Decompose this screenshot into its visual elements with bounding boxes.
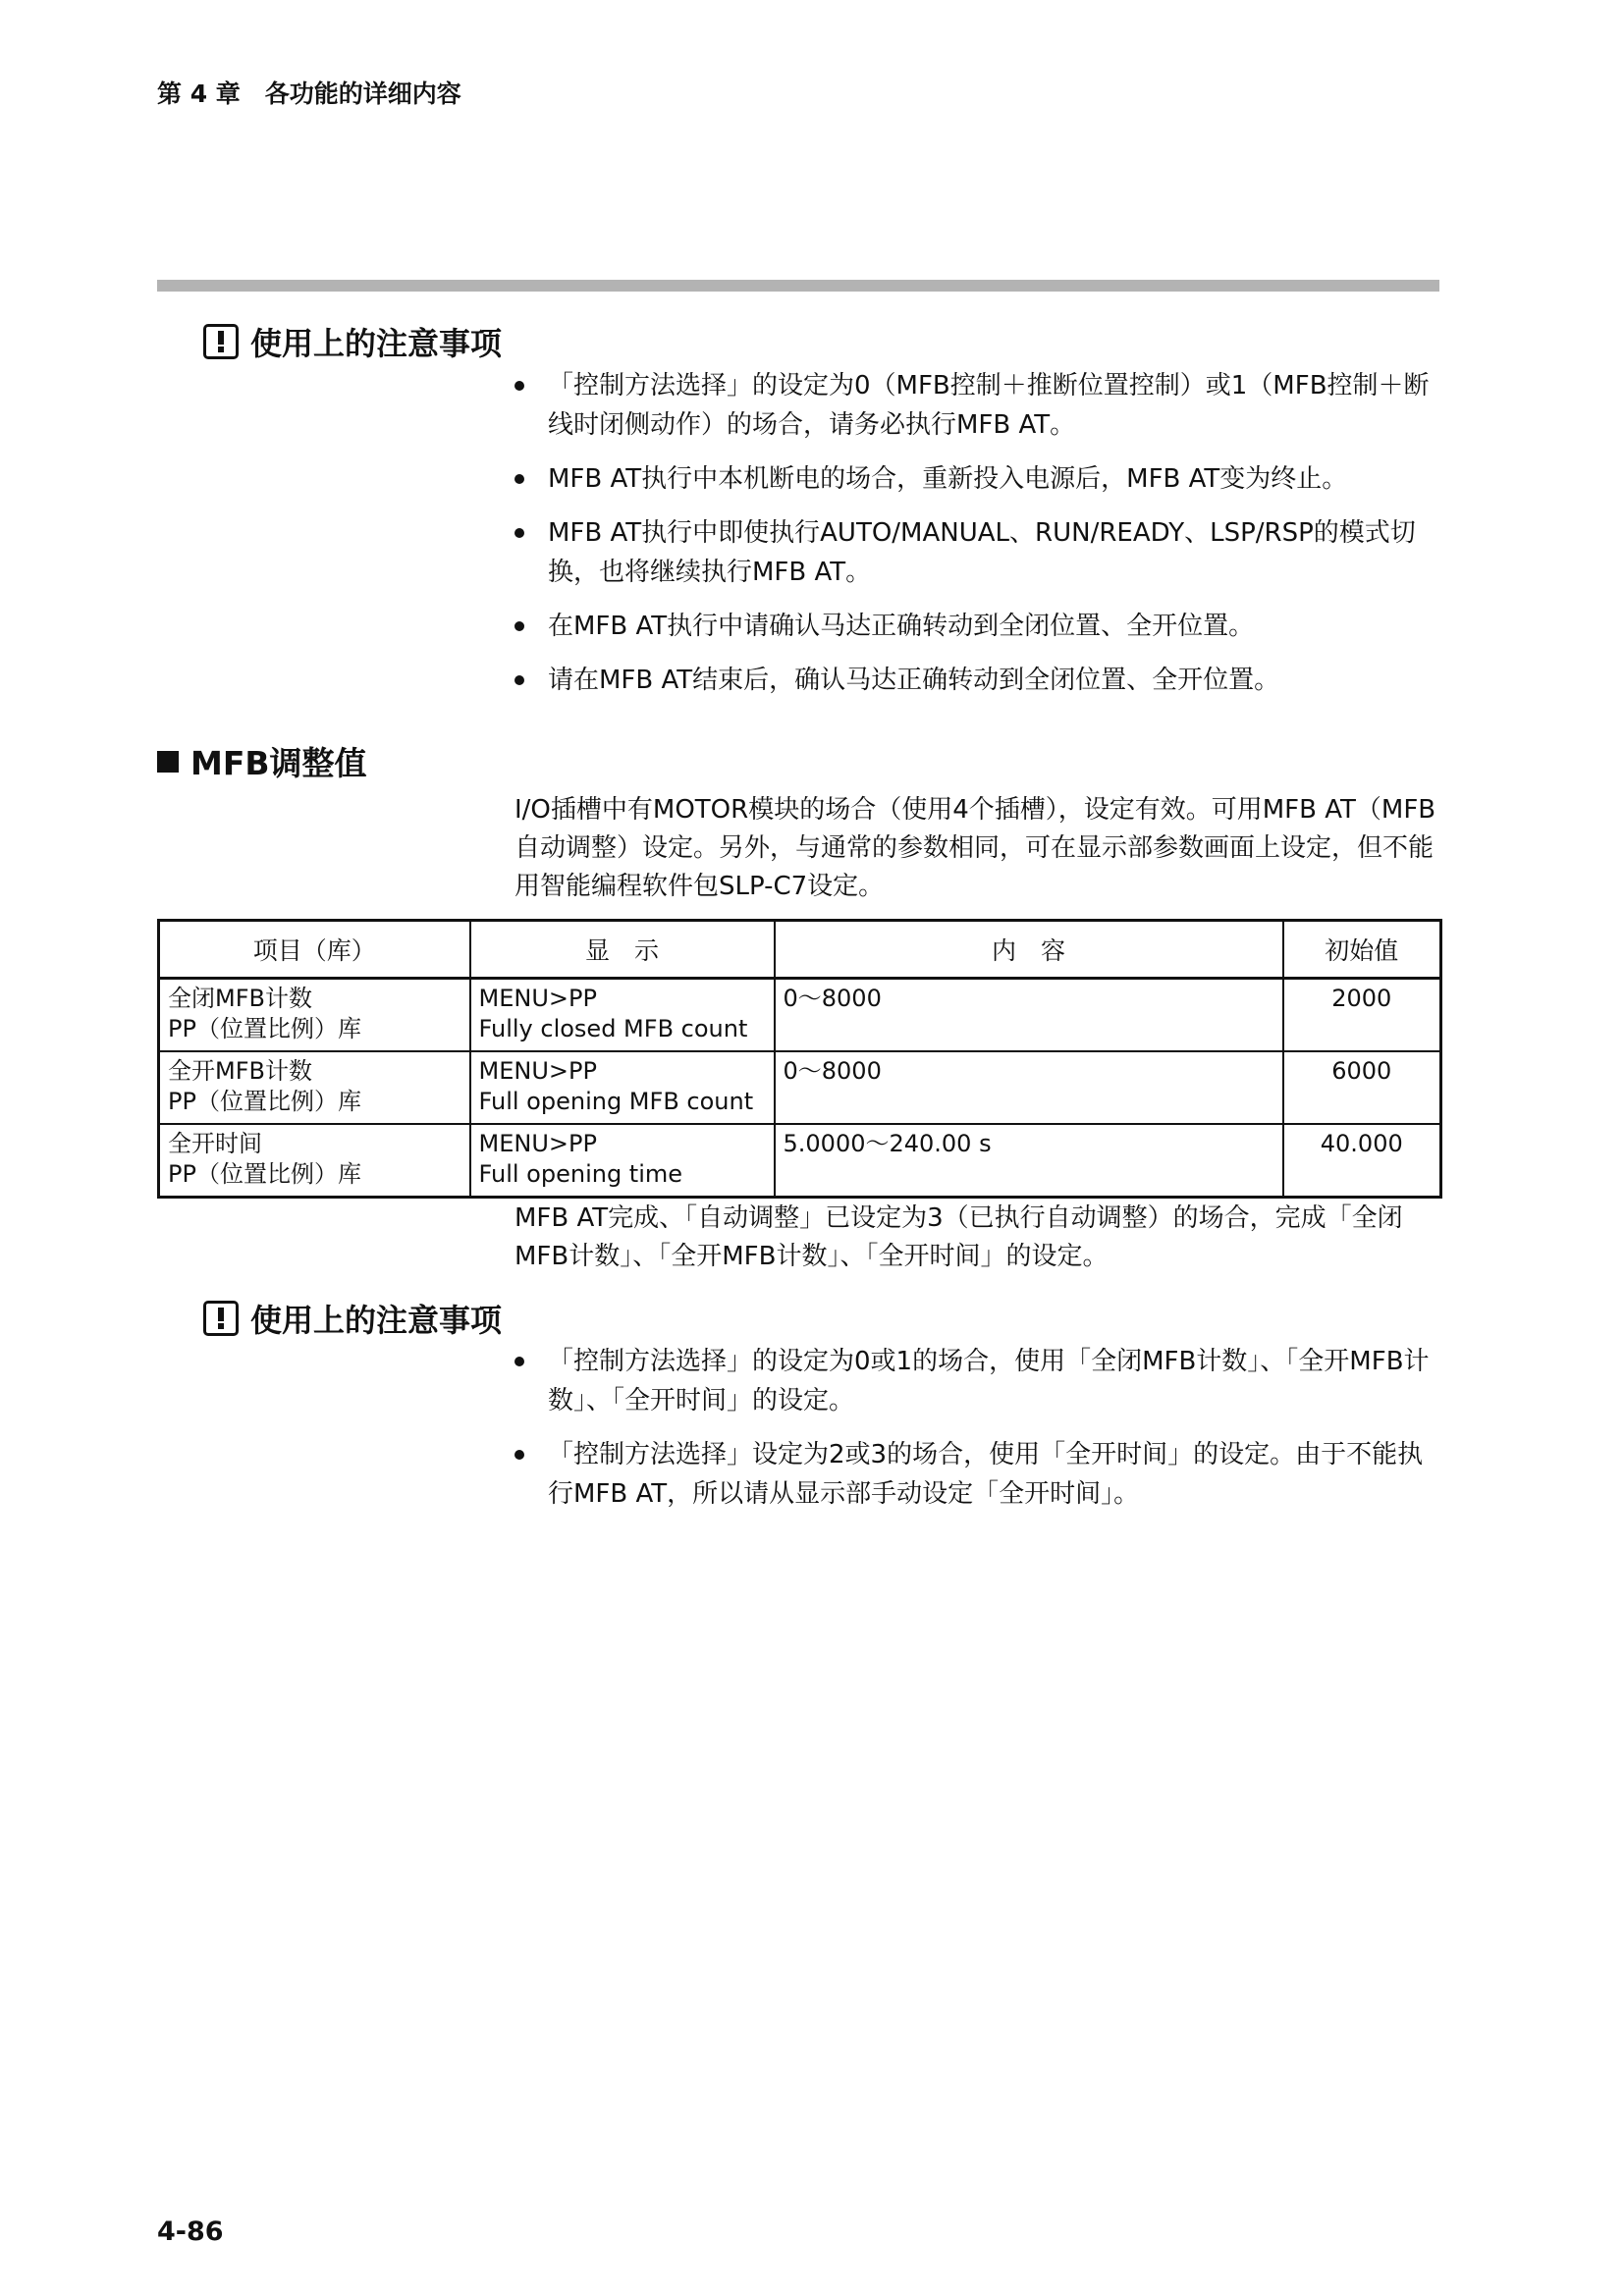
bullet-icon [514,381,524,391]
column-header-content: 内 容 [775,921,1283,979]
bullet-icon [514,474,524,484]
cell-display: MENU>PP Full opening time [470,1124,775,1198]
cell-content: 5.0000～240.00 s [775,1124,1283,1198]
table-row [159,1124,1441,1198]
column-header-item: 项目（库） [159,921,470,979]
bullet-icon [514,528,524,538]
cell-item: 全闭MFB计数 PP（位置比例）库 [159,979,470,1052]
list-item: 「控制方法选择」的设定为0或1的场合，使用「全闭MFB计数」、「全开MFB计数」、「全开时间」的设定。 [511,1342,1439,1420]
caution-title: 使用上的注意事项 [250,325,503,362]
chapter-header: 第 4 章 各功能的详细内容 [157,80,461,108]
list-item: 「控制方法选择」的设定为0（MFB控制＋推断位置控制）或1（MFB控制＋断线时闭侧动作）的场合，请务必执行MFB AT。 [511,366,1439,445]
exclamation-icon [203,324,239,359]
caution-heading-2 [203,1296,502,1341]
cell-content: 0～8000 [775,1051,1283,1124]
cell-display: MENU>PP Full opening MFB count [470,1051,775,1124]
cell-initial: 6000 [1283,1051,1441,1124]
section-intro: I/O插槽中有MOTOR模块的场合（使用4个插槽），设定有效。可用MFB AT（MFB自动调整）设定。另外，与通常的参数相同，可在显示部参数画面上设定，但不能用智能编程软件包SLP-C7设定。 [514,795,1436,901]
column-header-initial: 初始值 [1283,921,1441,979]
cell-item: 全开时间 PP（位置比例）库 [159,1124,470,1198]
header-divider [157,280,1439,292]
list-item: 请在MFB AT结束后，确认马达正确转动到全闭位置、全开位置。 [511,661,1439,700]
list-item: MFB AT执行中本机断电的场合，重新投入电源后，MFB AT变为终止。 [511,459,1439,499]
cell-content: 0～8000 [775,979,1283,1052]
after-table-note: MFB AT完成、「自动调整」已设定为3（已执行自动调整）的场合，完成「全闭MFB计数」、「全开MFB计数」、「全开时间」的设定。 [514,1203,1403,1271]
section-heading [157,738,367,784]
table-row [159,1051,1441,1124]
table-row [159,979,1441,1052]
caution-heading-1 [203,319,502,364]
square-bullet-icon [157,751,179,773]
bullet-icon [514,621,524,631]
cell-initial: 40.000 [1283,1124,1441,1198]
cell-display: MENU>PP Fully closed MFB count [470,979,775,1052]
cell-initial: 2000 [1283,979,1441,1052]
bullet-icon [514,675,524,685]
list-item: 「控制方法选择」设定为2或3的场合，使用「全开时间」的设定。由于不能执行MFB AT，所以请从显示部手动设定「全开时间」。 [511,1435,1439,1514]
caution-list-2 [511,1342,1439,1528]
exclamation-icon [203,1301,239,1336]
list-item: 在MFB AT执行中请确认马达正确转动到全闭位置、全开位置。 [511,607,1439,646]
column-header-display: 显 示 [470,921,775,979]
page-number: 4-86 [157,2216,224,2247]
list-item: MFB AT执行中即使执行AUTO/MANUAL、RUN/READY、LSP/RSP的模式切换，也将继续执行MFB AT。 [511,513,1439,592]
bullet-icon [514,1450,524,1460]
cell-item: 全开MFB计数 PP（位置比例）库 [159,1051,470,1124]
table-header-row [159,921,1441,979]
bullet-icon [514,1357,524,1366]
caution-list-1 [511,366,1439,715]
parameter-table [157,919,1442,1199]
caution-title: 使用上的注意事项 [250,1302,503,1339]
section-title: MFB调整值 [190,744,367,782]
